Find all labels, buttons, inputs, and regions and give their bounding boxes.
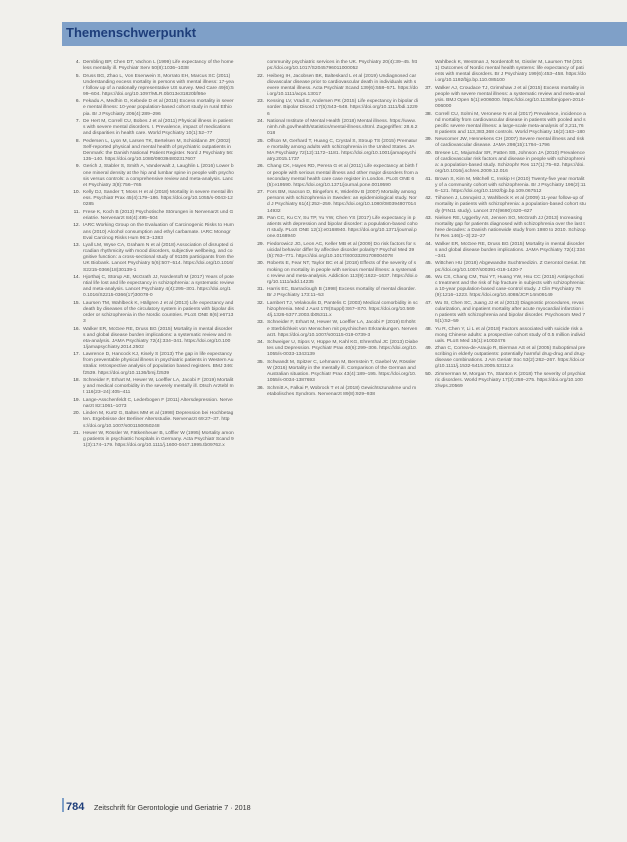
reference-number: 31. <box>257 287 264 293</box>
reference-text: Laursen TM, Wahlbeck K, Hällgren J et al (2013) Life expectancy and death by diseases of the circulatory system in patients with bipolar disorder or schizophrenia in the Nordic countries. PLoS ONE 8(6):e67133 <box>83 300 234 325</box>
reference-text: Pedersen L, Lyon M, Larsen TK, Bertelsen M, Schioldann JR (2002) Self-reported physical and mental health of psychiatric outpatients in Denmark: the Danish National Patient Register. Nord J Psychiatry 56:135–140. https://doi.org/10.1080/080394802317607 <box>83 138 234 162</box>
reference-number: 22. <box>257 73 264 79</box>
reference-text: Walker ER, McGee RE, Druss BG (2015) Mortality in mental disorders and global disease burden implications: a systematic review and meta-analysis. JAMA Psychiatry 72(4):334–341. https://doi.org/10.1001/jamapsychiatry.2014.2502 <box>83 326 233 350</box>
reference-number: 39. <box>425 137 432 143</box>
reference-number: 17. <box>73 352 80 358</box>
reference-number: 23. <box>257 99 264 105</box>
reference-entry <box>68 378 234 396</box>
reference-entry <box>68 301 234 325</box>
reference-entry <box>420 261 586 273</box>
reference-text: Newcomer JW, Hennekens CH (2007) Severe mental illness and risk of cardiovascular disease. JAMA 298(15):1794–1796 <box>435 137 585 149</box>
reference-number: 32. <box>257 300 264 306</box>
reference-text: Schweiger U, Sipos V, Hüppe M, Kahl KG, Ehrenthal JC (2013) Diabetes und Depression. Psychiatr Prax 40(6):299–306. https://doi.org/10.1055/s-0033-1343139 <box>267 340 418 358</box>
reference-number: 43. <box>425 215 432 221</box>
reference-text: Fekadu A, Medhin G, Kebede D et al (2015) Excess mortality in severe mental illness: 10-year population-based cohort study in rural Ethiopia. Br J Psychiatry 206(4):289–296 <box>83 99 234 117</box>
reference-number: 11. <box>73 209 80 215</box>
reference-entry <box>68 223 234 241</box>
reference-number: 13. <box>73 243 80 249</box>
reference-entry <box>252 301 418 319</box>
reference-number: 21. <box>73 430 80 436</box>
reference-entry <box>68 164 234 188</box>
reference-entry <box>68 398 234 410</box>
reference-text: Wu SI, Chen SC, Juang JJ et al (2013) Diagnostic procedures, revascularization, and inpatient mortality after acute myocardial infarction in patients with schizophrenia and bipolar disorder. Psychosom Med 75(1):52–59 <box>435 300 586 325</box>
reference-text: Harris EC, Barraclough B (1998) Excess mortality of mental disorder. Br J Psychiatry 173:11–53 <box>267 287 416 299</box>
reference-text: De Hert M, Correll CU, Bobes J et al (2011) Physical illness in patients with severe mental disorders. I. Prevalence, impact of medications and disparities in health care. World Psychiatry 10(1):52–77 <box>83 119 233 137</box>
reference-number: 35. <box>257 359 264 365</box>
reference-entry <box>252 242 418 260</box>
reference-entry <box>252 60 418 72</box>
reference-number: 50. <box>425 371 432 377</box>
reference-text: Wittchen HU (2018) Abgewandte Suchtmedizin. Z Gerontol Geriat. https://doi.org/10.1007/s00391-018-1420-7 <box>435 261 586 273</box>
reference-number: 6. <box>75 99 80 105</box>
reference-text: Wahlbeck K, Westman J, Nordentoft M, Gissler M, Laursen TM (2011) Outcomes of Nordic mental health systems: life expectancy of patients with mental disorders. Br J Psychiatry 199(6):453–458. https://doi.org/10.1192/bjp.bp.110.085100 <box>435 60 586 84</box>
reference-text: Schneider F, Erhart M, Hewer W, Loeffler LA, Jacobi F (2019) Mortality and medical comorbidity in the severely mentally ill. Dtsch Arztebl Int 116(23–24):405–411 <box>83 378 234 396</box>
reference-text: Lange-Asschenfeldt C, Lederbogen F (2011) Altersdepression. Nervenarzt 82:1061–1073 <box>83 397 233 409</box>
reference-text: Kessing LV, Vradi E, Andersen PK (2015) Life expectancy in bipolar disorder. Bipolar Disord 17(5):543–548. https://doi.org/10.1111/bdi.12296 <box>267 99 418 117</box>
reference-number: 29. <box>257 241 264 247</box>
reference-text: Zhan C, Correa-de-Araujo R, Bierman AS et al (2005) Suboptimal prescribing in elderly outpatients: potentially harmful drug-drug and drug-disease combinations. J Am Geriatr Soc 53(2):262–267. https://doi.org/10.1111/j.1532-5415.2005.53112.x <box>435 346 586 370</box>
reference-number: 24. <box>257 119 264 125</box>
reference-number: 4. <box>75 60 80 65</box>
reference-number: 40. <box>425 150 432 156</box>
section-title: Themenschwerpunkt <box>66 25 197 40</box>
reference-text: Lambert TJ, Velakoulis D, Pantelis C (2003) Medical comorbidity in schizophrenia. Med J Aust 178(Suppl):S67–S70. https://doi.org/10.5694/j.1326-5377.2003.tb05311.x <box>267 300 418 318</box>
reference-entry <box>68 327 234 351</box>
reference-text: Frese K, Koch B (2013) Psychotische Störungen in Nervenarzt und Geriatrie. Nervenarzt 84(4):495–504 <box>83 209 234 221</box>
reference-entry <box>68 275 234 299</box>
reference-text: Schmitt A, Falkai P, Wobrock T et al (2018) Gewichtszunahme und metabolisches Syndrom. Nervenarzt 89(8):929–938 <box>267 385 417 397</box>
reference-number: 28. <box>257 215 264 221</box>
reference-text: Linden M, Kurtz G, Baltes MM et al (1998) Depression bei Hochbetagten. Ergebnisse der Berliner Altersstudie. Nervenarzt 69:27–37. https://doi.org/10.1007/s001150050248 <box>83 411 234 429</box>
reference-number: 7. <box>75 119 80 125</box>
reference-entry <box>420 275 586 299</box>
reference-text: community psychiatric services in the UK. Psychiatry 20(4):39–45. https://doi.org/10.1017/S2045796011000052 <box>267 60 418 72</box>
reference-text: National Institute of Mental Health (2018) Mental illness. https://www.nimh.nih.gov/health/statistics/mental-illness.shtml. Zugegriffen: 28.6.2018 <box>267 119 418 137</box>
reference-entry <box>68 60 234 72</box>
reference-entry <box>252 216 418 240</box>
reference-number: 33. <box>257 320 264 326</box>
reference-entry <box>68 431 234 449</box>
reference-number: 18. <box>73 378 80 384</box>
footer-rule <box>62 798 64 812</box>
reference-number: 47. <box>425 300 432 306</box>
reference-entry <box>68 243 234 273</box>
reference-text: Heiberg IH, Jacobsen BK, Balteskard L et al (2019) Undiagnosed cardiovascular disease prior to cardiovascular death in individuals with severe mental illness. Acta Psychiatr Scand 139(6):558–571. https://doi.org/10.1111/acps.13017 <box>267 73 418 97</box>
reference-entry <box>252 74 418 98</box>
reference-number: 25. <box>257 138 264 144</box>
reference-text: Gerich J, Stabler S, Smith A, Vanderwalt J, Laughlin L (2016) Lower bone mineral density at the hip and lumbar spine in people with psychosis versus controls: a comprehensive review and meta-analysis. Lancet Psychiatry 3(8):756–765 <box>83 164 234 188</box>
reference-text: IARC Working Group on the Evaluation of Carcinogenic Risks to Humans (2010) Alcohol consumption and ethyl carbamate. IARC Monogr Eval Carcinog Risks Hum 96:3–1383 <box>83 223 234 241</box>
reference-number: 14. <box>73 275 80 280</box>
reference-text: Lawrence D, Hancock KJ, Kisely S (2013) The gap in life expectancy from preventable physical illness in psychiatric patients in Western Australia: retrospective analysis of population based registers. BMJ 346:f2539. https://doi.org/10.1136/bmj.f2539 <box>83 352 234 376</box>
reference-entry <box>252 190 418 214</box>
reference-entry <box>252 386 418 398</box>
reference-text: Walker ER, McGee RE, Druss BG (2015) Mortality in mental disorders and global disease burden implications. JAMA Psychiatry 72(4):334–341 <box>435 241 585 259</box>
reference-entry <box>420 112 586 136</box>
reference-text: Fors BM, Isacson D, Bingefors K, Widerlöv B (2007) Mortality among persons with schizophrenia in Sweden: an epidemiological study. Nord J Psychiatry 61(4):252–259. https://doi.org/10.1080/08039480701414932 <box>267 190 417 214</box>
reference-text: Chang CK, Hayes RD, Perera G et al (2011) Life expectancy at birth for people with serious mental illness and other major disorders from a secondary mental health care case register in London. PLoS ONE 6(5):e19590. https://doi.org/10.1371/journal.pone.0019590 <box>267 164 418 188</box>
reference-number: 15. <box>73 300 80 306</box>
reference-entry <box>420 196 586 214</box>
reference-entry <box>420 137 586 149</box>
reference-number <box>420 60 435 84</box>
reference-column-1 <box>68 60 234 451</box>
reference-entry <box>252 99 418 117</box>
reference-entry <box>68 99 234 117</box>
reference-number: 48. <box>425 326 432 332</box>
reference-entry <box>420 177 586 195</box>
reference-entry <box>252 119 418 137</box>
reference-text: Druss BG, Zhao L, Von Esenwein S, Morrato EH, Marcus SC (2011) Understanding excess mortality in persons with mental illness: 17-year follow up of a nationally representative US survey. Med Care 49(6):599–604. https://doi.org/10.1097/MLR.0b013e31820bf86e <box>83 73 234 97</box>
reference-text: Olfson M, Gerhard T, Huang C, Crystal S, Stroup TS (2015) Premature mortality among adults with schizophrenia in the United States. JAMA Psychiatry 72(12):1172–1181. https://doi.org/10.1001/jamapsychiatry.2015.1737 <box>267 138 418 162</box>
reference-text: Yu R, Chen Y, Li L et al (2018) Factors associated with suicide risk among Chinese adults: a prospective cohort study of 0.5 million individuals. PLoS Med 15(1):e1002476 <box>435 326 585 344</box>
reference-entry <box>252 287 418 299</box>
reference-entry <box>420 86 586 110</box>
reference-entry <box>68 190 234 208</box>
reference-column-3 <box>420 60 586 392</box>
reference-number: 41. <box>425 176 432 182</box>
reference-text: Pan CC, Ku CY, Su TP, Yu YW, Chen YS (2017) Life expectancy in patients with depression and bipolar disorder: a population-based cohort study. PLoS ONE 12(1):e0168940. https://doi.org/10.1371/journal.pone.0168940 <box>267 215 418 240</box>
reference-text: Dembling BP, Chen DT, Vachon L (1999) Life expectancy of the homeless mentally ill. Psychiatr Serv 50(8):1036–1038 <box>83 60 234 72</box>
reference-text: Lyall LM, Wyse CA, Graham N et al (2018) Association of disrupted circadian rhythmicity with mood disorders, subjective wellbeing, and cognitive function: a cross-sectional study of 91105 participants from the UK Biobank. Lancet Psychiatry 5(6):507–514. https://doi.org/10.1016/S2215-0366(18)30139-1 <box>83 243 234 273</box>
reference-text: Schwandt M, Spitzer C, Lehmann M, Bernstein T, Gaebel W, Rössler W (2016) Mortality in the mentally ill. Comparison of the German and Australian situation. Psychiatr Prax 43(4):189–195. https://doi.org/10.1055/s-0034-1387693 <box>267 359 417 384</box>
reference-text: Nielsen RE, Uggerby AS, Jensen SO, McGrath JJ (2013) Increasing mortality gap for patients diagnosed with schizophrenia over the last three decades: a Danish nationwide study from 1980 to 2010. Schizophr Res 146(1–3):22–27 <box>435 215 586 240</box>
reference-entry <box>420 372 586 390</box>
reference-text: Schneider F, Erhart M, Hewer W, Loeffler LA, Jacobi F (2019) Erhöhte Sterblichkeit von Menschen mit psychischen Erkrankungen. Nervenarzt. https://doi.org/10.1007/s00115-019-0739-3 <box>267 320 418 338</box>
journal-footer: Zeitschrift für Gerontologie und Geriatrie 7 · 2018 <box>94 803 251 812</box>
reference-number: 16. <box>73 326 80 332</box>
reference-entry <box>420 60 586 84</box>
reference-text: Brown S, Kim M, Mitchell C, Inskip H (2010) Twenty-five year mortality of a community cohort with schizophrenia. Br J Psychiatry 196(2):116–121. https://doi.org/10.1192/bjp.bp.109.067512 <box>435 176 586 194</box>
reference-entry <box>420 346 586 370</box>
reference-number: 20. <box>73 411 80 417</box>
reference-entry <box>252 261 418 285</box>
reference-text: Zimmerman M, Morgan TA, Stanton K (2018) The severity of psychiatric disorders. World Psychiatry 17(3):258–275. https://doi.org/10.1002/wps.20569 <box>435 371 586 390</box>
reference-number: 45. <box>425 261 432 267</box>
reference-entry <box>68 352 234 376</box>
reference-entry <box>252 340 418 358</box>
reference-number: 36. <box>257 385 264 391</box>
reference-number: 44. <box>425 241 432 247</box>
reference-text: Hjorthøj C, Stürup AE, McGrath JJ, Nordentoft M (2017) Years of potential life lost and life expectancy in schizophrenia: a systematic review and meta-analysis. Lancet Psychiatry 4(4):295–301. https://doi.org/10.1016/S2215-0366(17)30078-0 <box>83 275 234 299</box>
reference-entry <box>420 242 586 260</box>
reference-text: Roberts E, Fear NT, Taylor BC et al (2018) Effects of the severity of smoking on mortality in people with serious mental illness: a systematic review and meta-analysis. Addiction 113(9):1622–1637. https://doi.org/10.1111/add.14235 <box>267 261 418 285</box>
reference-number <box>252 60 267 72</box>
reference-entry <box>420 216 586 240</box>
reference-number: 37. <box>425 85 432 91</box>
page-number: 784 <box>66 801 85 813</box>
reference-text: Wu CS, Chang CM, Tsai YT, Huang YW, Hsu CC (2015) Antipsychotic treatment and the risk of hip fracture in subjects with schizophrenia: a 10-year population-based case-control study. J Clin Psychiatry 76(9):1216–1223. https://doi.org/10.4088/JCP.14m09149 <box>435 275 585 299</box>
reference-number: 42. <box>425 196 432 202</box>
reference-text: Tiihonen J, Lönnqvist J, Wahlbeck K et al (2009) 11-year follow-up of mortality in patients with schizophrenia: a population-based cohort study (FIN11 study). Lancet 374(9690):620–627 <box>435 196 586 214</box>
reference-entry <box>68 119 234 137</box>
reference-entry <box>68 210 234 222</box>
reference-entry <box>420 301 586 325</box>
reference-entry <box>420 327 586 345</box>
reference-number: 38. <box>425 111 432 117</box>
reference-entry <box>68 74 234 98</box>
reference-number: 8. <box>75 138 80 144</box>
reference-text: Kelly DJ, Sander T, Moss H et al (2018) Mortality in severe mental illness. Psychiatr Prax 45(4):179–186. https://doi.org/10.1055/s-0043-120285 <box>83 190 233 208</box>
reference-number: 10. <box>73 190 80 196</box>
reference-text: Hewer W, Rössler W, Fätkenheuer B, Löffler W (1995) Mortality among patients in psychiatric hospitals in Germany. Acta Psychiatr Scand 91(3):174–179. https://doi.org/10.1111/j.1600-0447.1995.tb09762.x <box>83 430 234 449</box>
reference-entry <box>252 164 418 188</box>
reference-number: 9. <box>75 164 80 170</box>
reference-number: 49. <box>425 346 432 352</box>
reference-entry <box>420 151 586 175</box>
reference-number: 30. <box>257 261 264 267</box>
reference-entry <box>68 139 234 163</box>
reference-text: Fiedorowicz JG, Leon AC, Keller MB et al (2009) Do risk factors for suicidal behavior differ by affective disorder polarity? Psychol Med 39(5):763–771. https://doi.org/10.1017/S0033291708004078 <box>267 241 416 259</box>
reference-entry <box>252 320 418 338</box>
reference-number: 27. <box>257 190 264 196</box>
reference-text: Correll CU, Solmi M, Veronese N et al (2017) Prevalence, incidence and mortality from cardiovascular disease in patients with pooled and specific severe mental illness: a large-scale meta-analysis of 3,211,768 patients and 113,383,368 controls. World Psychiatry 16(2):163–180 <box>435 111 586 135</box>
reference-text: Walker AJ, Croudace TJ, Grimshaw J et al (2015) Excess mortality in people with severe mental illness: a systematic review and meta-analysis. BMJ Open 5(1):e006000. https://doi.org/10.1136/bmjopen-2014-006000 <box>435 85 585 110</box>
reference-entry <box>252 360 418 384</box>
reference-text: Bresee LC, Majumdar SR, Patten SB, Johnson JA (2010) Prevalence of cardiovascular risk factors and disease in people with schizophrenia: a population-based study. Schizophr Res 117(1):75–82. https://doi.org/10.1016/j.schres.2009.12.016 <box>435 150 585 175</box>
reference-number: 19. <box>73 397 80 403</box>
reference-number: 34. <box>257 340 264 346</box>
reference-entry <box>252 139 418 163</box>
reference-number: 26. <box>257 164 264 170</box>
reference-column-2 <box>252 60 418 399</box>
reference-number: 12. <box>73 223 80 229</box>
reference-number: 46. <box>425 275 432 280</box>
reference-number: 5. <box>75 73 80 79</box>
reference-entry <box>68 411 234 429</box>
